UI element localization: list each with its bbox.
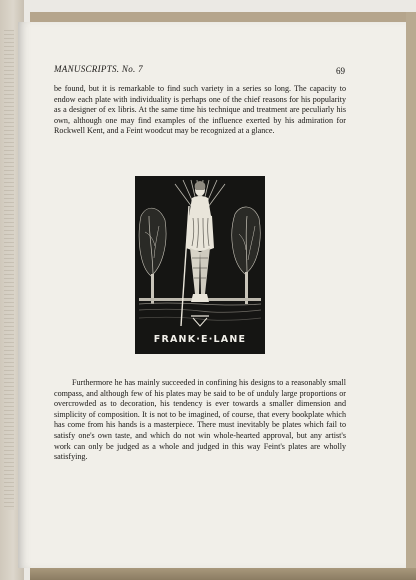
book-cover-right-edge bbox=[406, 12, 416, 568]
running-head: MANUSCRIPTS. No. 7 bbox=[54, 64, 143, 74]
right-tree bbox=[232, 207, 260, 304]
woodcut-image bbox=[135, 176, 265, 354]
book-cover-bottom-edge bbox=[30, 568, 416, 580]
bookplate-caption: FRANK·E·LANE bbox=[153, 334, 247, 345]
paragraph-1: be found, but it is remarkable to find such variety in a series so long. The capacity to endow each plate with individuality is perhaps one of the chief reasons for his popularity as a designer of ex libris. At the same time his technique and treatment are peculiarly his own, although one may find examples of the influence exerted by his admiration for Rockwell Kent, and a Feint woodcut may be recognized at a glance. bbox=[54, 84, 346, 136]
page-number: 69 bbox=[336, 66, 345, 76]
left-tree bbox=[139, 208, 166, 304]
paragraph-2: Furthermore he has mainly succeeded in confining his designs to a reasonably small compass, and although few of his plates may be said to be of unduly large proportions or overcrowded as to decoration, his tendency is ever towards a smaller dimension and simplicity of composition. It is not to be imagined, of course, that every bookplate which has come from his hands is a masterpiece. There must inevitably be plates which fail to satisfy one's own taste, and which do not win whole-hearted approval, but any artist's work can only be judged as a whole and judged in this way Feint's plates are wholly satisfying. bbox=[54, 378, 346, 462]
facing-page-text-edge bbox=[4, 30, 14, 510]
bookplate-woodcut bbox=[135, 176, 265, 354]
